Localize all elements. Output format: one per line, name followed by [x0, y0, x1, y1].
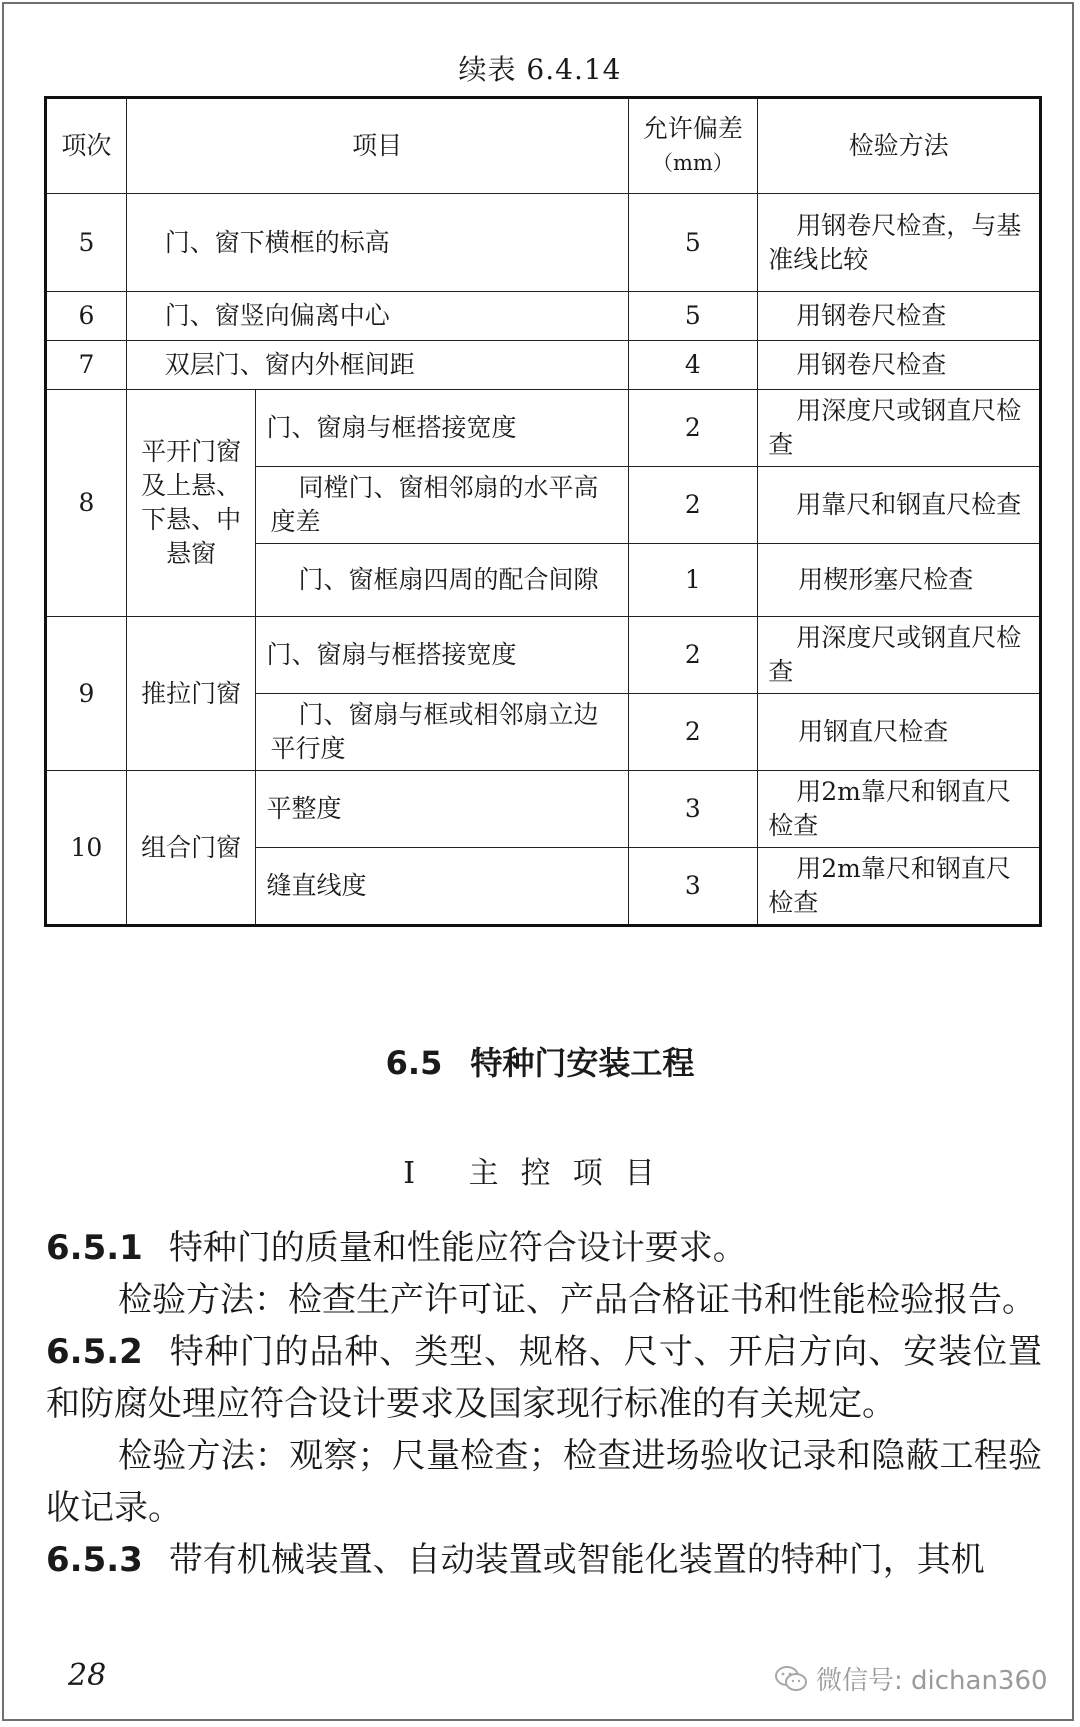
row-subitem: 门、窗扇与框搭接宽度 — [256, 390, 628, 467]
table-caption: 续表 6.4.14 — [458, 53, 622, 86]
table-header-row — [46, 98, 1041, 194]
clause-number: 6.5.2 — [46, 1332, 143, 1372]
clause-number: 6.5.3 — [46, 1540, 143, 1580]
row-deviation: 5 — [628, 194, 758, 292]
row-method: 用楔形塞尺检查 — [758, 544, 1041, 617]
row-no: 10 — [46, 771, 127, 926]
clause-text: 带有机械装置、自动装置或智能化装置的特种门，其机 — [168, 1540, 985, 1580]
row-no: 5 — [46, 194, 127, 292]
row-item: 门、窗下横框的标高 — [126, 194, 628, 292]
clause — [46, 1222, 1042, 1274]
clause-text: 特种门的质量和性能应符合设计要求。 — [168, 1228, 747, 1268]
section-title-text: 特种门安装工程 — [470, 1044, 695, 1082]
row-method: 用钢卷尺检查 — [758, 292, 1041, 341]
row-deviation: 5 — [628, 292, 758, 341]
row-group: 平开门窗及上悬、下悬、中悬窗 — [126, 390, 256, 617]
row-deviation: 3 — [628, 848, 758, 926]
row-subitem: 同樘门、窗相邻扇的水平高度差 — [256, 467, 628, 544]
watermark-text: 微信号: dichan360 — [816, 1666, 1048, 1696]
table-row — [46, 341, 1041, 390]
clause-method: 检验方法：观察；尺量检查；检查进场验收记录和隐蔽工程验收记录。 — [46, 1436, 1042, 1528]
row-subitem: 缝直线度 — [256, 848, 628, 926]
clause-number: 6.5.1 — [46, 1228, 143, 1268]
row-no: 9 — [46, 617, 127, 771]
row-subitem: 门、窗扇与框或相邻扇立边平行度 — [256, 694, 628, 771]
header-no: 项次 — [46, 98, 127, 194]
row-no: 8 — [46, 390, 127, 617]
clause — [46, 1534, 1042, 1586]
clause-method: 检验方法：检查生产许可证、产品合格证书和性能检验报告。 — [118, 1280, 1036, 1320]
tolerance-table — [44, 96, 1042, 927]
row-method: 用钢卷尺检查，与基准线比较 — [758, 194, 1041, 292]
row-deviation: 3 — [628, 771, 758, 848]
table-row — [46, 390, 1041, 467]
row-no: 6 — [46, 292, 127, 341]
wechat-icon — [774, 1665, 808, 1693]
row-method: 用钢直尺检查 — [758, 694, 1041, 771]
header-deviation — [628, 98, 758, 194]
header-deviation-unit: （mm） — [651, 151, 734, 175]
header-item: 项目 — [126, 98, 628, 194]
section-title — [0, 1038, 1080, 1084]
row-subitem: 平整度 — [256, 771, 628, 848]
section-number: 6.5 — [385, 1044, 443, 1082]
row-subitem: 门、窗框扇四周的配合间隙 — [256, 544, 628, 617]
row-item: 双层门、窗内外框间距 — [126, 341, 628, 390]
header-deviation-label: 允许偏差 — [642, 114, 743, 143]
subsection-title: Ⅰ 主控项目 — [403, 1156, 677, 1191]
row-method: 用2m靠尺和钢直尺检查 — [758, 848, 1041, 926]
clause-text: 特种门的品种、类型、规格、尺寸、开启方向、安装位置和防腐处理应符合设计要求及国家现行标准的有关规定。 — [46, 1332, 1042, 1424]
row-deviation: 1 — [628, 544, 758, 617]
table-row — [46, 617, 1041, 694]
table-row — [46, 771, 1041, 848]
row-method: 用深度尺或钢直尺检查 — [758, 390, 1041, 467]
watermark — [774, 1660, 1048, 1697]
row-deviation: 2 — [628, 390, 758, 467]
row-deviation: 4 — [628, 341, 758, 390]
row-method: 用靠尺和钢直尺检查 — [758, 467, 1041, 544]
row-item: 门、窗竖向偏离中心 — [126, 292, 628, 341]
row-method: 用深度尺或钢直尺检查 — [758, 617, 1041, 694]
row-group: 组合门窗 — [126, 771, 256, 926]
clause — [46, 1326, 1042, 1430]
clause-list — [46, 1222, 1042, 1586]
row-deviation: 2 — [628, 467, 758, 544]
row-deviation: 2 — [628, 694, 758, 771]
row-subitem: 门、窗扇与框搭接宽度 — [256, 617, 628, 694]
table-row — [46, 292, 1041, 341]
row-method: 用钢卷尺检查 — [758, 341, 1041, 390]
page-number: 28 — [68, 1658, 107, 1693]
header-method: 检验方法 — [758, 98, 1041, 194]
row-deviation: 2 — [628, 617, 758, 694]
row-method: 用2m靠尺和钢直尺检查 — [758, 771, 1041, 848]
row-no: 7 — [46, 341, 127, 390]
table-row — [46, 194, 1041, 292]
row-group: 推拉门窗 — [126, 617, 256, 771]
